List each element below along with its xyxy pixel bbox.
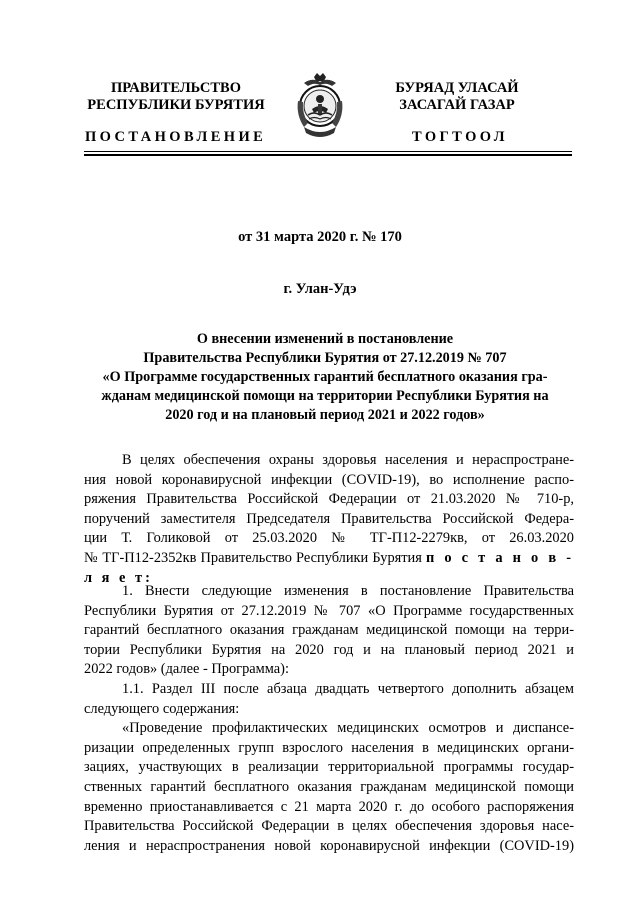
item-1-1-line: следующего содержания:: [84, 700, 240, 717]
doc-type-buryat: ТОГТООЛ: [412, 129, 508, 145]
header-divider-thick: [84, 154, 572, 156]
preamble-line-with-resolve: [84, 549, 574, 569]
header-divider-thin: [84, 151, 572, 152]
preamble-line: ряжения Правительства Российской Федерации от 21.03.2020 № 710-р,: [84, 491, 574, 508]
issuer-russian: [66, 80, 286, 114]
title-line: Правительства Республики Бурятия от 27.12.2019 № 707: [143, 350, 507, 366]
issuer-buryat-line2: ЗАСАГАЙ ГАЗАР: [399, 97, 515, 113]
preamble-line: № ТГ-П12-2352кв Правительство Республики Бурятия: [84, 549, 422, 566]
title-line: 2020 год и на плановый период 2021 и 2022 годов»: [165, 407, 485, 423]
item-1-line: 1. Внести следующие изменения в постановление Правительства: [122, 583, 574, 599]
coat-of-arms-icon: [292, 71, 348, 141]
issuer-buryat: [347, 80, 567, 114]
title-line: О внесении изменений в постановление: [196, 331, 454, 347]
item-1-line: гарантий бесплатного оказания гражданам медицинской помощи на терри-: [84, 622, 574, 639]
title-line: жданам медицинской помощи на территории Республики Бурятия на: [101, 388, 549, 404]
resolve-word-part2: л я е т:: [84, 569, 153, 586]
document-title: [80, 330, 570, 425]
quote-line: ления и нераспространения новой коронавирусной инфекции (COVID-19): [84, 837, 574, 854]
item-1-1-line: 1.1. Раздел III после абзаца двадцать четвертого дополнить абзацем: [122, 680, 574, 697]
preamble-line: В целях обеспечения охраны здоровья населения и нераспростране-: [122, 452, 574, 468]
issuer-buryat-line1: БУРЯАД УЛАСАЙ: [395, 80, 519, 96]
item-1-line: Республики Бурятия от 27.12.2019 № 707 «О Программе государственных: [84, 602, 574, 619]
document-city: г. Улан-Удэ: [283, 281, 357, 297]
quote-line: «Проведение профилактических медицинских осмотров и диспансе-: [122, 720, 574, 737]
preamble-line: поручений заместителя Председателя Правительства Российской Федера-: [84, 510, 574, 527]
item-1-line: тории Республики Бурятия на 2020 год и на плановый период 2021 и: [84, 641, 574, 658]
quote-line: ственных гарантий бесплатного оказания гражданам медицинской помощи: [84, 778, 574, 795]
title-line: «О Программе государственных гарантий бесплатного оказания гра-: [102, 369, 548, 385]
issuer-russian-line1: ПРАВИТЕЛЬСТВО: [111, 80, 241, 96]
quote-line: ризации определенных групп взрослого населения в медицинских органи-: [84, 739, 574, 756]
document-date-number: от 31 марта 2020 г. № 170: [238, 229, 402, 245]
item-1-paragraph: [84, 582, 574, 856]
preamble-paragraph: [84, 451, 574, 588]
resolve-word-part1: п о с т а н о в -: [425, 549, 574, 566]
quote-line: Правительства Российской Федерации в целях обеспечения здоровья насе-: [84, 818, 574, 835]
item-1-line: 2022 годов» (далее - Программа):: [84, 661, 289, 678]
doc-type-russian: ПОСТАНОВЛЕНИЕ: [85, 129, 267, 145]
preamble-line: ния новой коронавирусной инфекции (COVID-19), во исполнение распо-: [84, 471, 574, 488]
preamble-line: ции Т. Голиковой от 25.03.2020 № ТГ-П12-2279кв, от 26.03.2020: [84, 530, 574, 547]
quote-line: зациях, участвующих в реализации территориальной программы государ-: [84, 759, 574, 776]
issuer-russian-line2: РЕСПУБЛИКИ БУРЯТИЯ: [87, 97, 265, 113]
quote-line: временно приостанавливается с 21 марта 2020 г. до особого распоряжения: [84, 798, 574, 815]
